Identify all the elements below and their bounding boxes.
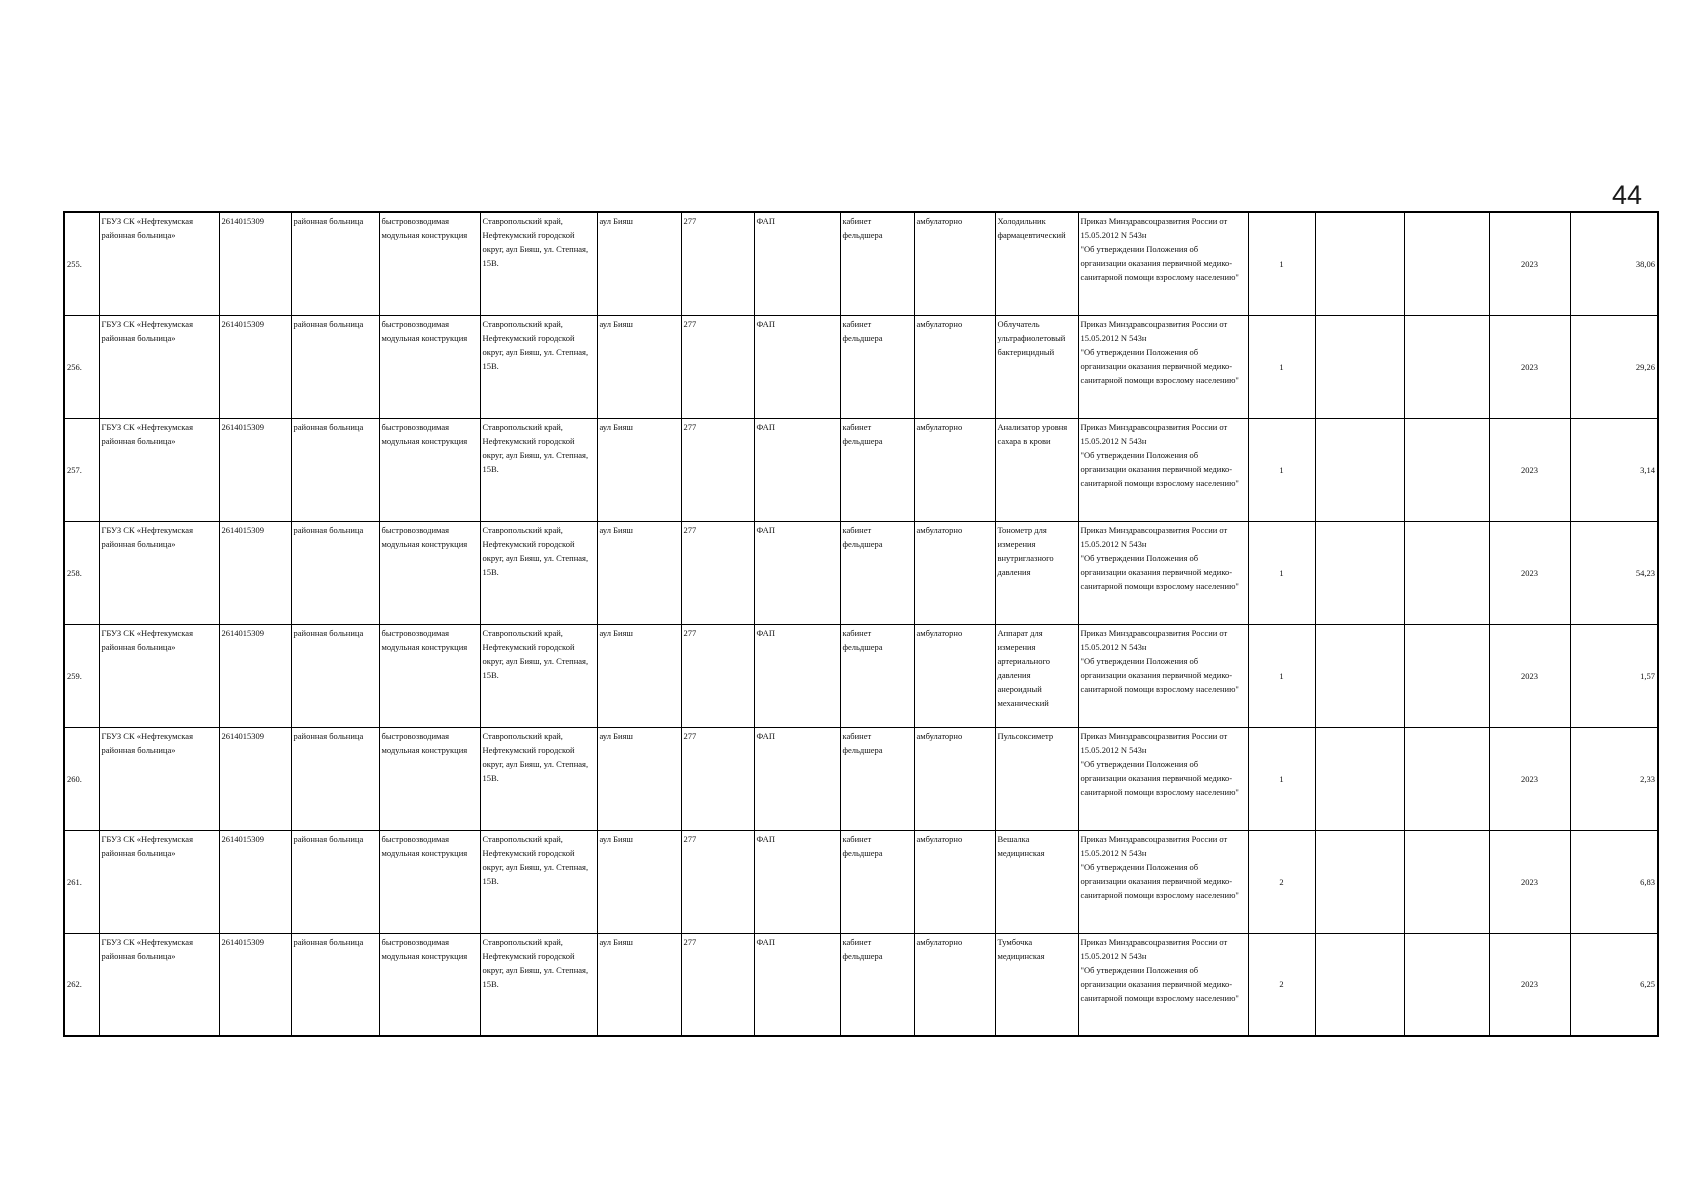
empty-cell (1404, 727, 1489, 830)
row-number-cell: 261. (64, 830, 99, 933)
price-cell: 38,06 (1570, 212, 1658, 315)
room-cell: кабинет фельдшера (840, 521, 914, 624)
settlement-cell: аул Бияш (597, 933, 681, 1036)
empty-cell (1315, 830, 1404, 933)
facility-type-cell: районная больница (291, 933, 379, 1036)
address-cell: Ставропольский край, Нефтекумский городской округ, аул Бияш, ул. Степная, 15В. (480, 727, 597, 830)
year-cell: 2023 (1489, 727, 1570, 830)
care-mode-cell: амбулаторно (914, 521, 995, 624)
quantity-cell: 2 (1248, 830, 1315, 933)
quantity-cell: 1 (1248, 521, 1315, 624)
empty-cell (1315, 212, 1404, 315)
empty-cell (1404, 521, 1489, 624)
table-row (64, 212, 1658, 315)
building-type-cell: быстровозводимая модульная конструкция (379, 624, 480, 727)
equipment-name-cell: Холодильник фармацевтический (995, 212, 1078, 315)
page-number: 44 (1612, 180, 1643, 210)
quantity-cell: 1 (1248, 624, 1315, 727)
settlement-cell: аул Бияш (597, 830, 681, 933)
empty-cell (1315, 624, 1404, 727)
organization-cell: ГБУЗ СК «Нефтекумская районная больница» (99, 933, 219, 1036)
facility-type-cell: районная больница (291, 315, 379, 418)
building-type-cell: быстровозводимая модульная конструкция (379, 727, 480, 830)
empty-cell (1315, 418, 1404, 521)
price-cell: 3,14 (1570, 418, 1658, 521)
room-cell: кабинет фельдшера (840, 315, 914, 418)
table-row (64, 418, 1658, 521)
care-mode-cell: амбулаторно (914, 212, 995, 315)
registry-table-body (64, 212, 1658, 1036)
price-cell: 6,25 (1570, 933, 1658, 1036)
building-type-cell: быстровозводимая модульная конструкция (379, 212, 480, 315)
empty-cell (1404, 212, 1489, 315)
price-cell: 2,33 (1570, 727, 1658, 830)
equipment-name-cell: Аппарат для измерения артериального давления анероидный механический (995, 624, 1078, 727)
empty-cell (1404, 315, 1489, 418)
row-number-cell: 258. (64, 521, 99, 624)
year-cell: 2023 (1489, 830, 1570, 933)
settlement-cell: аул Бияш (597, 212, 681, 315)
equipment-name-cell: Тонометр для измерения внутриглазного давления (995, 521, 1078, 624)
row-number-cell: 262. (64, 933, 99, 1036)
regulation-document-cell: Приказ Минздравсоцразвития России от 15.05.2012 N 543н "Об утверждении Положения об организации оказания первичной медико-санитарной помощи взрослому населению" (1078, 521, 1248, 624)
population-cell: 277 (681, 727, 754, 830)
care-mode-cell: амбулаторно (914, 418, 995, 521)
unit-type-cell: ФАП (754, 418, 840, 521)
empty-cell (1404, 830, 1489, 933)
room-cell: кабинет фельдшера (840, 624, 914, 727)
table-row (64, 727, 1658, 830)
equipment-name-cell: Пульсоксиметр (995, 727, 1078, 830)
quantity-cell: 1 (1248, 418, 1315, 521)
address-cell: Ставропольский край, Нефтекумский городской округ, аул Бияш, ул. Степная, 15В. (480, 315, 597, 418)
regulation-document-cell: Приказ Минздравсоцразвития России от 15.05.2012 N 543н "Об утверждении Положения об организации оказания первичной медико-санитарной помощи взрослому населению" (1078, 830, 1248, 933)
settlement-cell: аул Бияш (597, 624, 681, 727)
row-number-cell: 259. (64, 624, 99, 727)
address-cell: Ставропольский край, Нефтекумский городской округ, аул Бияш, ул. Степная, 15В. (480, 624, 597, 727)
room-cell: кабинет фельдшера (840, 933, 914, 1036)
empty-cell (1404, 624, 1489, 727)
settlement-cell: аул Бияш (597, 727, 681, 830)
quantity-cell: 2 (1248, 933, 1315, 1036)
equipment-name-cell: Вешалка медицинская (995, 830, 1078, 933)
organization-cell: ГБУЗ СК «Нефтекумская районная больница» (99, 830, 219, 933)
year-cell: 2023 (1489, 212, 1570, 315)
facility-type-cell: районная больница (291, 727, 379, 830)
equipment-name-cell: Анализатор уровня сахара в крови (995, 418, 1078, 521)
quantity-cell: 1 (1248, 212, 1315, 315)
row-number-cell: 256. (64, 315, 99, 418)
unit-type-cell: ФАП (754, 933, 840, 1036)
address-cell: Ставропольский край, Нефтекумский городской округ, аул Бияш, ул. Степная, 15В. (480, 521, 597, 624)
inn-cell: 2614015309 (219, 727, 291, 830)
unit-type-cell: ФАП (754, 624, 840, 727)
population-cell: 277 (681, 830, 754, 933)
inn-cell: 2614015309 (219, 212, 291, 315)
care-mode-cell: амбулаторно (914, 624, 995, 727)
organization-cell: ГБУЗ СК «Нефтекумская районная больница» (99, 212, 219, 315)
unit-type-cell: ФАП (754, 830, 840, 933)
care-mode-cell: амбулаторно (914, 315, 995, 418)
building-type-cell: быстровозводимая модульная конструкция (379, 315, 480, 418)
regulation-document-cell: Приказ Минздравсоцразвития России от 15.05.2012 N 543н "Об утверждении Положения об организации оказания первичной медико-санитарной помощи взрослому населению" (1078, 933, 1248, 1036)
care-mode-cell: амбулаторно (914, 830, 995, 933)
year-cell: 2023 (1489, 933, 1570, 1036)
facility-type-cell: районная больница (291, 624, 379, 727)
facility-type-cell: районная больница (291, 521, 379, 624)
regulation-document-cell: Приказ Минздравсоцразвития России от 15.05.2012 N 543н "Об утверждении Положения об организации оказания первичной медико-санитарной помощи взрослому населению" (1078, 727, 1248, 830)
regulation-document-cell: Приказ Минздравсоцразвития России от 15.05.2012 N 543н "Об утверждении Положения об организации оказания первичной медико-санитарной помощи взрослому населению" (1078, 418, 1248, 521)
equipment-registry-table (63, 211, 1659, 1037)
year-cell: 2023 (1489, 315, 1570, 418)
population-cell: 277 (681, 624, 754, 727)
year-cell: 2023 (1489, 521, 1570, 624)
unit-type-cell: ФАП (754, 315, 840, 418)
building-type-cell: быстровозводимая модульная конструкция (379, 521, 480, 624)
empty-cell (1404, 933, 1489, 1036)
organization-cell: ГБУЗ СК «Нефтекумская районная больница» (99, 521, 219, 624)
regulation-document-cell: Приказ Минздравсоцразвития России от 15.05.2012 N 543н "Об утверждении Положения об организации оказания первичной медико-санитарной помощи взрослому населению" (1078, 315, 1248, 418)
quantity-cell: 1 (1248, 727, 1315, 830)
unit-type-cell: ФАП (754, 727, 840, 830)
building-type-cell: быстровозводимая модульная конструкция (379, 830, 480, 933)
price-cell: 29,26 (1570, 315, 1658, 418)
regulation-document-cell: Приказ Минздравсоцразвития России от 15.05.2012 N 543н "Об утверждении Положения об организации оказания первичной медико-санитарной помощи взрослому населению" (1078, 624, 1248, 727)
population-cell: 277 (681, 418, 754, 521)
building-type-cell: быстровозводимая модульная конструкция (379, 933, 480, 1036)
population-cell: 277 (681, 521, 754, 624)
empty-cell (1404, 418, 1489, 521)
facility-type-cell: районная больница (291, 418, 379, 521)
table-row (64, 521, 1658, 624)
row-number-cell: 260. (64, 727, 99, 830)
price-cell: 54,23 (1570, 521, 1658, 624)
address-cell: Ставропольский край, Нефтекумский городской округ, аул Бияш, ул. Степная, 15В. (480, 212, 597, 315)
inn-cell: 2614015309 (219, 830, 291, 933)
facility-type-cell: районная больница (291, 212, 379, 315)
table-row (64, 315, 1658, 418)
inn-cell: 2614015309 (219, 418, 291, 521)
inn-cell: 2614015309 (219, 624, 291, 727)
empty-cell (1315, 521, 1404, 624)
quantity-cell: 1 (1248, 315, 1315, 418)
population-cell: 277 (681, 933, 754, 1036)
care-mode-cell: амбулаторно (914, 933, 995, 1036)
building-type-cell: быстровозводимая модульная конструкция (379, 418, 480, 521)
room-cell: кабинет фельдшера (840, 418, 914, 521)
price-cell: 1,57 (1570, 624, 1658, 727)
inn-cell: 2614015309 (219, 933, 291, 1036)
room-cell: кабинет фельдшера (840, 830, 914, 933)
settlement-cell: аул Бияш (597, 418, 681, 521)
table-row (64, 933, 1658, 1036)
population-cell: 277 (681, 212, 754, 315)
year-cell: 2023 (1489, 624, 1570, 727)
organization-cell: ГБУЗ СК «Нефтекумская районная больница» (99, 727, 219, 830)
equipment-name-cell: Тумбочка медицинская (995, 933, 1078, 1036)
settlement-cell: аул Бияш (597, 315, 681, 418)
equipment-name-cell: Облучатель ультрафиолетовый бактерицидный (995, 315, 1078, 418)
unit-type-cell: ФАП (754, 521, 840, 624)
inn-cell: 2614015309 (219, 521, 291, 624)
price-cell: 6,83 (1570, 830, 1658, 933)
empty-cell (1315, 315, 1404, 418)
unit-type-cell: ФАП (754, 212, 840, 315)
organization-cell: ГБУЗ СК «Нефтекумская районная больница» (99, 418, 219, 521)
organization-cell: ГБУЗ СК «Нефтекумская районная больница» (99, 624, 219, 727)
address-cell: Ставропольский край, Нефтекумский городской округ, аул Бияш, ул. Степная, 15В. (480, 418, 597, 521)
table-row (64, 624, 1658, 727)
registry-table-wrapper (63, 211, 1659, 1037)
regulation-document-cell: Приказ Минздравсоцразвития России от 15.05.2012 N 543н "Об утверждении Положения об организации оказания первичной медико-санитарной помощи взрослому населению" (1078, 212, 1248, 315)
inn-cell: 2614015309 (219, 315, 291, 418)
address-cell: Ставропольский край, Нефтекумский городской округ, аул Бияш, ул. Степная, 15В. (480, 933, 597, 1036)
room-cell: кабинет фельдшера (840, 212, 914, 315)
table-row (64, 830, 1658, 933)
empty-cell (1315, 727, 1404, 830)
organization-cell: ГБУЗ СК «Нефтекумская районная больница» (99, 315, 219, 418)
settlement-cell: аул Бияш (597, 521, 681, 624)
care-mode-cell: амбулаторно (914, 727, 995, 830)
facility-type-cell: районная больница (291, 830, 379, 933)
address-cell: Ставропольский край, Нефтекумский городской округ, аул Бияш, ул. Степная, 15В. (480, 830, 597, 933)
room-cell: кабинет фельдшера (840, 727, 914, 830)
row-number-cell: 255. (64, 212, 99, 315)
row-number-cell: 257. (64, 418, 99, 521)
empty-cell (1315, 933, 1404, 1036)
year-cell: 2023 (1489, 418, 1570, 521)
population-cell: 277 (681, 315, 754, 418)
